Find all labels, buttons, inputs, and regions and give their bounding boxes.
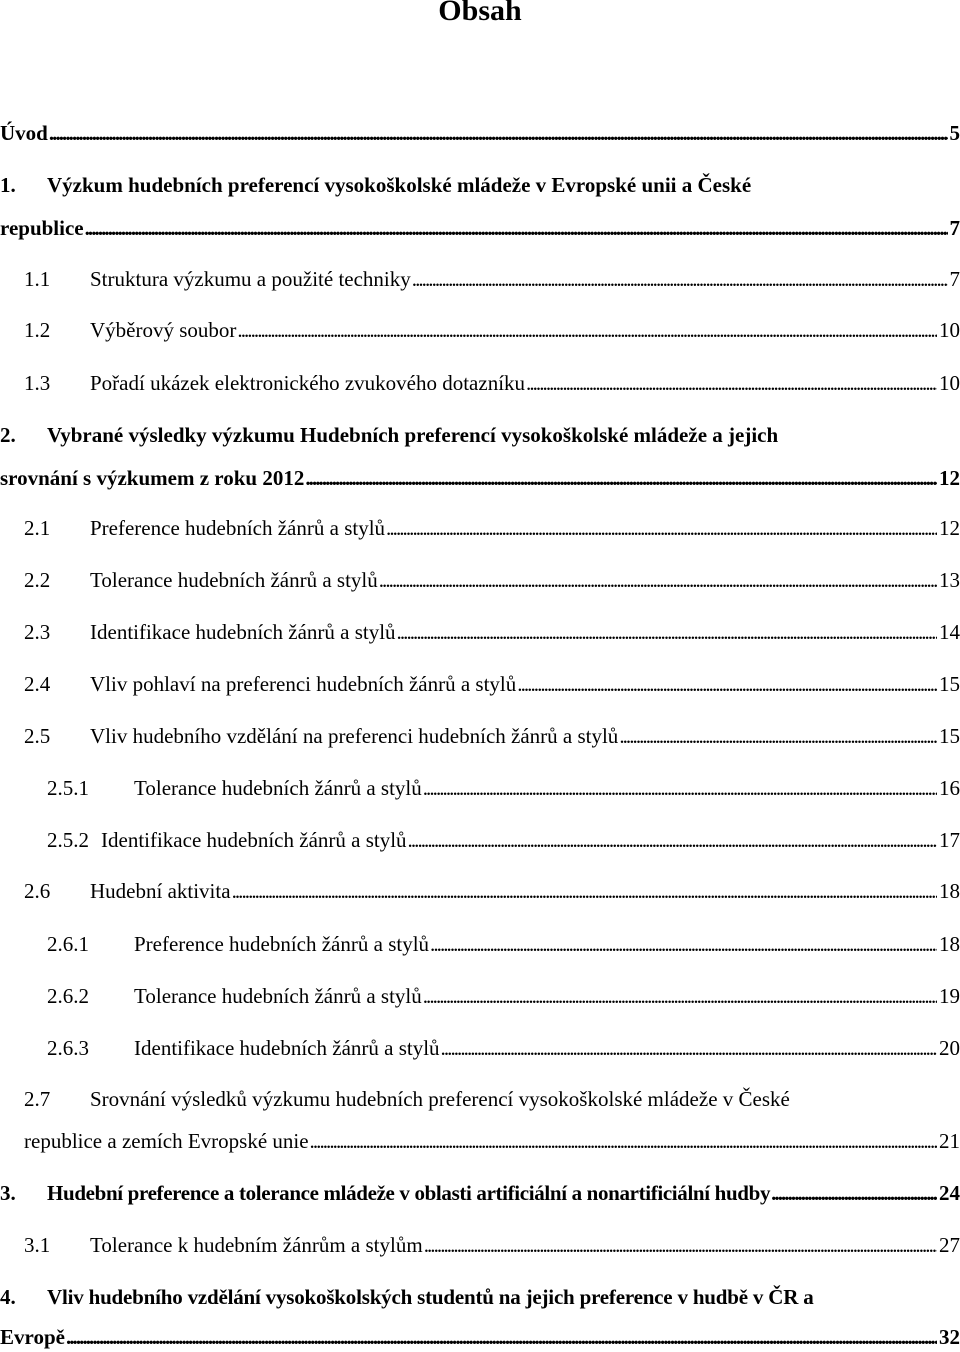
toc-entry-text-cont: Evropě bbox=[0, 1322, 65, 1352]
toc-entry-1-cont[interactable] bbox=[0, 213, 960, 243]
toc-entry-number: 3.1 bbox=[24, 1230, 90, 1260]
toc-leader-dots bbox=[386, 513, 937, 543]
toc-entry-text: Struktura výzkumu a použité techniky bbox=[90, 264, 411, 294]
toc-entry-4-cont[interactable] bbox=[0, 1322, 960, 1352]
toc-entry-text: Identifikace hudebních žánrů a stylů bbox=[90, 617, 396, 647]
toc-entry-number: 2.5 bbox=[24, 721, 90, 751]
toc-entry-text: Vybrané výsledky výzkumu Hudebních preferencí vysokoškolské mládeže a jejich bbox=[47, 420, 778, 450]
toc-page-number: 32 bbox=[937, 1322, 960, 1352]
toc-leader-dots bbox=[379, 565, 937, 595]
page-title: Obsah bbox=[0, 0, 960, 28]
toc-entry-number: 3. bbox=[0, 1178, 47, 1208]
toc-page-number: 16 bbox=[937, 773, 960, 803]
toc-leader-dots bbox=[423, 981, 937, 1011]
toc-entry-number: 1. bbox=[0, 170, 16, 200]
toc-entry-number: 2.6.1 bbox=[47, 929, 134, 959]
toc-page-number: 20 bbox=[937, 1033, 960, 1063]
toc-leader-dots bbox=[423, 773, 937, 803]
toc-entry-number: 2.5.1 bbox=[47, 773, 134, 803]
toc-page-number: 7 bbox=[948, 264, 960, 294]
toc-entry-2-6-1[interactable] bbox=[0, 929, 960, 959]
toc-entry-1-1[interactable] bbox=[0, 264, 960, 294]
toc-leader-dots bbox=[232, 876, 937, 906]
toc-entry-number: 4. bbox=[0, 1282, 16, 1312]
toc-leader-dots bbox=[412, 264, 948, 294]
toc-leader-dots bbox=[66, 1322, 937, 1352]
toc-leader-dots bbox=[397, 617, 937, 647]
toc-entry-text: Pořadí ukázek elektronického zvukového dotazníku bbox=[90, 368, 525, 398]
toc-entry-2-5-1[interactable] bbox=[0, 773, 960, 803]
toc-leader-dots bbox=[408, 825, 937, 855]
toc-page-number: 7 bbox=[948, 213, 960, 243]
toc-entry-2-6-2[interactable] bbox=[0, 981, 960, 1011]
toc-page-number: 19 bbox=[937, 981, 960, 1011]
toc-entry-2-5-2[interactable] bbox=[0, 825, 960, 855]
toc-leader-dots bbox=[237, 315, 937, 345]
toc-entry-2[interactable] bbox=[0, 420, 960, 450]
toc-page-number: 24 bbox=[937, 1178, 960, 1208]
toc-entry-number: 2.7 bbox=[24, 1084, 50, 1114]
toc-entry-text: Preference hudebních žánrů a stylů bbox=[134, 929, 429, 959]
toc-leader-dots bbox=[441, 1033, 937, 1063]
toc-entry-text: Tolerance k hudebním žánrům a stylům bbox=[90, 1230, 423, 1260]
toc-page-number: 15 bbox=[937, 669, 960, 699]
toc-entry-text: Identifikace hudebních žánrů a stylů bbox=[134, 1033, 440, 1063]
toc-leader-dots bbox=[305, 463, 937, 493]
toc-page-number: 5 bbox=[948, 118, 960, 148]
toc-entry-number: 2.2 bbox=[24, 565, 90, 595]
toc-entry-1-3[interactable] bbox=[0, 368, 960, 398]
toc-leader-dots bbox=[526, 368, 937, 398]
toc-entry-text: Vliv hudebního vzdělání na preferenci hudebních žánrů a stylů bbox=[90, 721, 618, 751]
toc-page-number: 14 bbox=[937, 617, 960, 647]
toc-entry-number: 1.2 bbox=[24, 315, 90, 345]
toc-entry-number: 2.4 bbox=[24, 669, 90, 699]
toc-entry-text: Vliv hudebního vzdělání vysokoškolských studentů na jejich preference v hudbě v ČR a bbox=[47, 1282, 814, 1312]
toc-entry-2-6-3[interactable] bbox=[0, 1033, 960, 1063]
toc-entry-number: 1.3 bbox=[24, 368, 90, 398]
toc-entry-text-cont: republice a zemích Evropské unie bbox=[24, 1126, 309, 1156]
toc-page-number: 10 bbox=[937, 315, 960, 345]
toc-page-number: 13 bbox=[937, 565, 960, 595]
toc-entry-text: Srovnání výsledků výzkumu hudebních preferencí vysokoškolské mládeže v České bbox=[90, 1084, 790, 1114]
toc-leader-dots bbox=[619, 721, 937, 751]
toc-entry-number: 2.6.3 bbox=[47, 1033, 134, 1063]
toc-page-number: 18 bbox=[937, 876, 960, 906]
toc-entry-3-1[interactable] bbox=[0, 1230, 960, 1260]
toc-entry-text: Výzkum hudebních preferencí vysokoškolské mládeže v Evropské unii a České bbox=[47, 170, 751, 200]
toc-page-number: 10 bbox=[937, 368, 960, 398]
toc-page-number: 12 bbox=[937, 513, 960, 543]
toc-entry-text: Tolerance hudebních žánrů a stylů bbox=[134, 981, 422, 1011]
toc-entry-2-3[interactable] bbox=[0, 617, 960, 647]
toc-entry-2-7-cont[interactable] bbox=[0, 1126, 960, 1156]
toc-entry-number: 2.3 bbox=[24, 617, 90, 647]
toc-leader-dots bbox=[771, 1178, 937, 1208]
toc-entry-text: Výběrový soubor bbox=[90, 315, 236, 345]
toc-entry-text-cont: srovnání s výzkumem z roku 2012 bbox=[0, 463, 304, 493]
toc-entry-text: Tolerance hudebních žánrů a stylů bbox=[134, 773, 422, 803]
toc-entry-number: 2.6 bbox=[24, 876, 90, 906]
toc-entry-text-cont: republice bbox=[0, 213, 84, 243]
toc-entry-4[interactable] bbox=[0, 1282, 960, 1312]
toc-entry-3[interactable] bbox=[0, 1178, 960, 1208]
toc-leader-dots bbox=[85, 213, 948, 243]
toc-entry-1[interactable] bbox=[0, 170, 960, 200]
toc-page-number: 27 bbox=[937, 1230, 960, 1260]
toc-entry-2-5[interactable] bbox=[0, 721, 960, 751]
toc-entry-text: Vliv pohlaví na preferenci hudebních žánrů a stylů bbox=[90, 669, 516, 699]
toc-entry-number: 2.6.2 bbox=[47, 981, 134, 1011]
toc-entry-2-cont[interactable] bbox=[0, 463, 960, 493]
toc-leader-dots bbox=[430, 929, 937, 959]
toc-leader-dots bbox=[310, 1126, 937, 1156]
toc-entry-text: Identifikace hudebních žánrů a stylů bbox=[101, 825, 407, 855]
toc-entry-uvod[interactable] bbox=[0, 118, 960, 148]
toc-page-number: 21 bbox=[937, 1126, 960, 1156]
toc-entry-number: 2.1 bbox=[24, 513, 90, 543]
toc-entry-2-1[interactable] bbox=[0, 513, 960, 543]
toc-entry-text: Hudební aktivita bbox=[90, 876, 231, 906]
toc-entry-text: Hudební preference a tolerance mládeže v oblasti artificiální a nonartificiální hudby bbox=[47, 1178, 770, 1208]
toc-leader-dots bbox=[517, 669, 937, 699]
toc-leader-dots bbox=[424, 1230, 937, 1260]
toc-page-number: 18 bbox=[937, 929, 960, 959]
toc-entry-2-6[interactable] bbox=[0, 876, 960, 906]
toc-leader-dots bbox=[49, 118, 948, 148]
toc-entry-1-2[interactable] bbox=[0, 315, 960, 345]
toc-entry-number: 2. bbox=[0, 420, 16, 450]
toc-entry-number: 1.1 bbox=[24, 264, 90, 294]
toc-entry-text: Úvod bbox=[0, 118, 48, 148]
toc-entry-number: 2.5.2 bbox=[47, 825, 101, 855]
toc-entry-text: Tolerance hudebních žánrů a stylů bbox=[90, 565, 378, 595]
toc-entry-2-4[interactable] bbox=[0, 669, 960, 699]
toc-entry-2-2[interactable] bbox=[0, 565, 960, 595]
toc-page-number: 17 bbox=[937, 825, 960, 855]
toc-page-number: 15 bbox=[937, 721, 960, 751]
toc-entry-2-7[interactable] bbox=[0, 1084, 960, 1114]
toc-page-number: 12 bbox=[937, 463, 960, 493]
toc-entry-text: Preference hudebních žánrů a stylů bbox=[90, 513, 385, 543]
